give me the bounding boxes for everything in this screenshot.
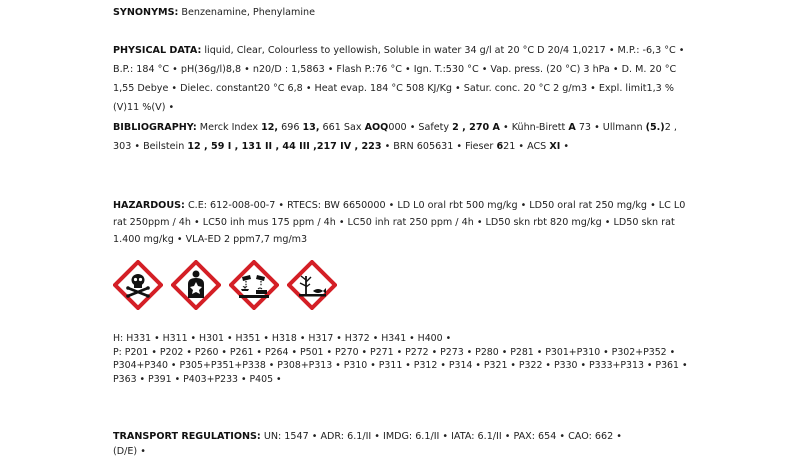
synonyms-label: SYNONYMS: xyxy=(113,7,179,18)
bibliography-label: BIBLIOGRAPHY: xyxy=(113,122,197,133)
transport-label: TRANSPORT REGULATIONS: xyxy=(113,431,261,442)
corrosion-icon xyxy=(229,260,279,310)
environment-icon xyxy=(287,260,337,310)
synonyms-value: Benzenamine, Phenylamine xyxy=(181,7,315,18)
health-hazard-icon xyxy=(171,260,221,310)
hazardous-text: C.E: 612-008-00-7 • RTECS: BW 6650000 • LD L0 oral rbt 500 mg/kg • LD50 oral rat 250 mg/kg • LC L0 rat 250ppm / 4h • LC50 inh mus 175 ppm / 4h • LC50 inh rat 250 ppm / 4h • LD50 skn rbt 820 mg/kg • LD50 skn rat 1.400 mg/kg • VLA-ED 2 ppm7,7 mg/m3 xyxy=(113,200,686,245)
bibliography-section xyxy=(113,118,691,156)
physical-data-text: liquid, Clear, Colourless to yellowish, Soluble in water 34 g/l at 20 °C D 20/4 1,0217 • M.P.: -6,3 °C • B.P.: 184 °C • pH(36g/l)8,8 • n20/D : 1,5863 • Flash P.:76 °C • Ign. T.:530 °C • Vap. press. (20 °C) 3 hPa • D. M. 20 °C 1,55 Debye • Dielec. constant20 °C 6,8 • Heat evap. 184 °C 508 KJ/Kg • Satur. conc. 20 °C 2 g/m3 • Expl. limit1,3 %(V)11 %(V) • xyxy=(113,45,685,113)
physical-data-section xyxy=(113,41,691,117)
bibliography-text: Merck Index 12, 696 13, 661 Sax AOQ000 • Safety 2 , 270 A • Kühn-Birett A 73 • Ullmann (5.)2 , 303 • Beilstein 12 , 59 I , 131 II , 44 III ,217 IV , 223 • BRN 605631 • Fieser 621 • ACS XI • xyxy=(113,122,677,152)
synonyms-section xyxy=(113,3,691,22)
hazardous-section xyxy=(113,197,691,248)
transport-text-continued: (D/E) • xyxy=(113,446,146,457)
physical-data-label: PHYSICAL DATA: xyxy=(113,45,202,56)
ghs-pictograms xyxy=(113,260,337,310)
p-statements: P: P201 • P202 • P260 • P261 • P264 • P501 • P270 • P271 • P272 • P273 • P280 • P281 • P301+P310 • P302+P352 • P304+P340 • P305+P351+P338 • P308+P313 • P310 • P311 • P312 • P314 • P321 • P322 • P330 • P333+P313 • P361 • P363 • P391 • P403+P233 • P405 • xyxy=(113,346,688,385)
skull-crossbones-icon xyxy=(113,260,163,310)
hazardous-label: HAZARDOUS: xyxy=(113,200,185,211)
transport-text: UN: 1547 • ADR: 6.1/II • IMDG: 6.1/II • IATA: 6.1/II • PAX: 654 • CAO: 662 • xyxy=(263,431,622,442)
hazard-statements-section xyxy=(113,332,691,386)
transport-section xyxy=(113,429,691,459)
h-statements: H: H331 • H311 • H301 • H351 • H318 • H317 • H372 • H341 • H400 • xyxy=(113,333,452,344)
